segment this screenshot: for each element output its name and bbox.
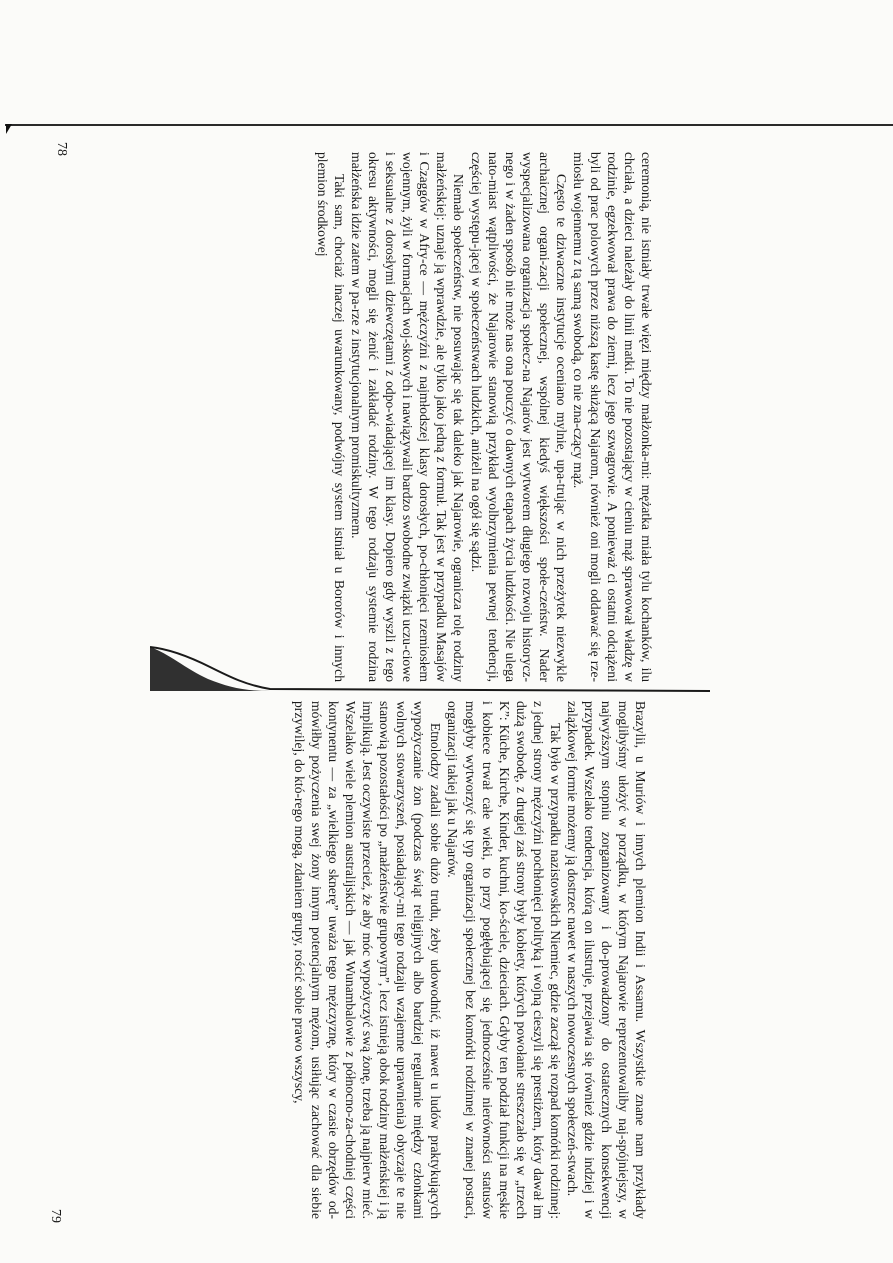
page-number: 79: [48, 1209, 64, 1223]
paragraph: ceremonią, nie istniały trwałe więzi między małżonka-mi: mężatka miała tylu kochanków, ilu chciała, a dzieci należały do linii matki. To nie pozostający w cieniu mąż sprawował władzę w rodzinie, egzekwował prawa do ziemi, lecz jego szwagrowie. A ponieważ ci ostatni odciążeni byli od prac polowych przez niższą kastę służącą Najarom, również oni mogli oddawać się rze-miosłu wojennemu z tą samą swobodą, co nie zna-czący mąż.: [570, 152, 654, 682]
corner-mark: [6, 124, 12, 134]
paragraph: Niemało społeczeństw, nie posuwając się tak daleko jak Najarowie, ogranicza rolę rodziny małżeńskiej: uznaje ją wprawdzie, ale tylko jako jedną z formuł. Tak jest w przypadku Masajów i Czaggów w Afry-ce — mężczyźni z najmłodszej klasy dorosłych, po-chłonięci rzemiosłem wojennym, żyli w formacjach woj-skowych i nawiązywali bardzo swobodne związki uczu-ciowe i seksualne z dorosłymi dziewczętami z odpo-wiadającej im klasy. Dopiero gdy wyszli z tego okresu aktywności, mogli się żenić i zakładać rodziny. W tego rodzaju systemie rodzina małżeńska idzie zatem w pa-rze z instytucjonalnym promiskultyzmem.: [349, 152, 467, 682]
paragraph: Tak było w przypadku nazistowskich Niemiec, gdzie zaczął się rozpad komórki rodzinnej: z jednej strony mężczyźni pochłonięci polityką i wojną cieszyli się prestiżem, który dawał im dużą swobodę, z drugiej zaś strony były kobiety, których powołanie streszczało się w „trzech K”: Küche, Kirche, Kinder, kuchni, ko-ściele, dzieciach. Gdyby ten podział funkcji na męskie i kobiece trwał całe wieki, to przy pogłębiającej się jednocześnie nierówności statusów mogłyby wytworzyć się typ organizacji społecznej bez komórki rodzinnej w znanej postaci, organizacji takiej jak u Najarów.: [445, 701, 563, 1219]
page-edge-line: [5, 124, 893, 126]
right-page-text: [291, 701, 649, 1219]
paragraph: Często te dziwaczne instytucje oceniano mylnie, upa-trując w nich przeżytek niezwykle archaicznej organi-zacji społecznej, wspólnej kiedyś większości społe-czeństw. Nader wyspecjalizowana organizacja społecz-na Najarów jest wytworem długiego rozwoju historycz-nego i w żaden sposób nie może nas ona pouczyć o dawnych etapach życia ludzkości. Nie ulega nato-miast wątpliwości, że Najarowie stanowią przykład wyolbrzymienia pewnej tendencji, częściej występu-jącej w społeczeństwach ludzkich, aniżeli na ogół się sądzi.: [468, 152, 569, 682]
paragraph: Etnolodzy zadali sobie dużo trudu, żeby udowodnić, iż nawet u ludów praktykujących wypożyczanie żon (podczas świąt religijnych albo bardziej regularnie między członkami wolnych stowarzyszeń, posiadający-mi tego rodzaju wzajemne uprawnienia) obyczaje te nie stanowią pozostałości po „małżeństwie grupowym”, lecz istnieją obok rodziny małżeńskiej i ją implikują. Jest oczywiste przecież, że aby móc wypożyczyć swą żonę, trzeba ją najpierw mieć. Wszelako wiele plemion australijskich — jak Wunambalowie z północno-za-chodniej części kontynentu — za „wielkiego sknerę” uważa tego mężczyznę, który w czasie obrzędów od-mówiłby pożyczenia swej żony innym potencjalnym mężom, usiłując zachować dla siebie przywilej, do któ-rego mogą, zdaniem grupy, rościć sobie prawo wszyscy,: [292, 701, 444, 1219]
paragraph: Brazylii, u Muriów i innych plemion Indii i Assamu. Wszystkie znane nam przykłady moglibyśmy ułożyć w porządku, w którym Najarowie reprezentowaliby naj-spójniejszy, w najwyższym stopniu zorganizowany i do-prowadzony do ostatecznych konsekwencji przypadek. Wszelako tendencja, którą on ilustruje, przejawia się również gdzie indziej i w zalążkowej formie możemy ją dostrzec nawet w naszych nowoczesnych społeczeń-stwach.: [564, 701, 648, 1219]
left-page-text: [314, 152, 655, 682]
left-page: [54, 142, 655, 682]
right-page: [48, 701, 649, 1223]
paragraph: Taki sam, chociaż inaczej uwarunkowany, podwójny system istniał u Bororów i innych plemion środkowej: [315, 152, 348, 682]
page-number: 78: [54, 142, 70, 156]
